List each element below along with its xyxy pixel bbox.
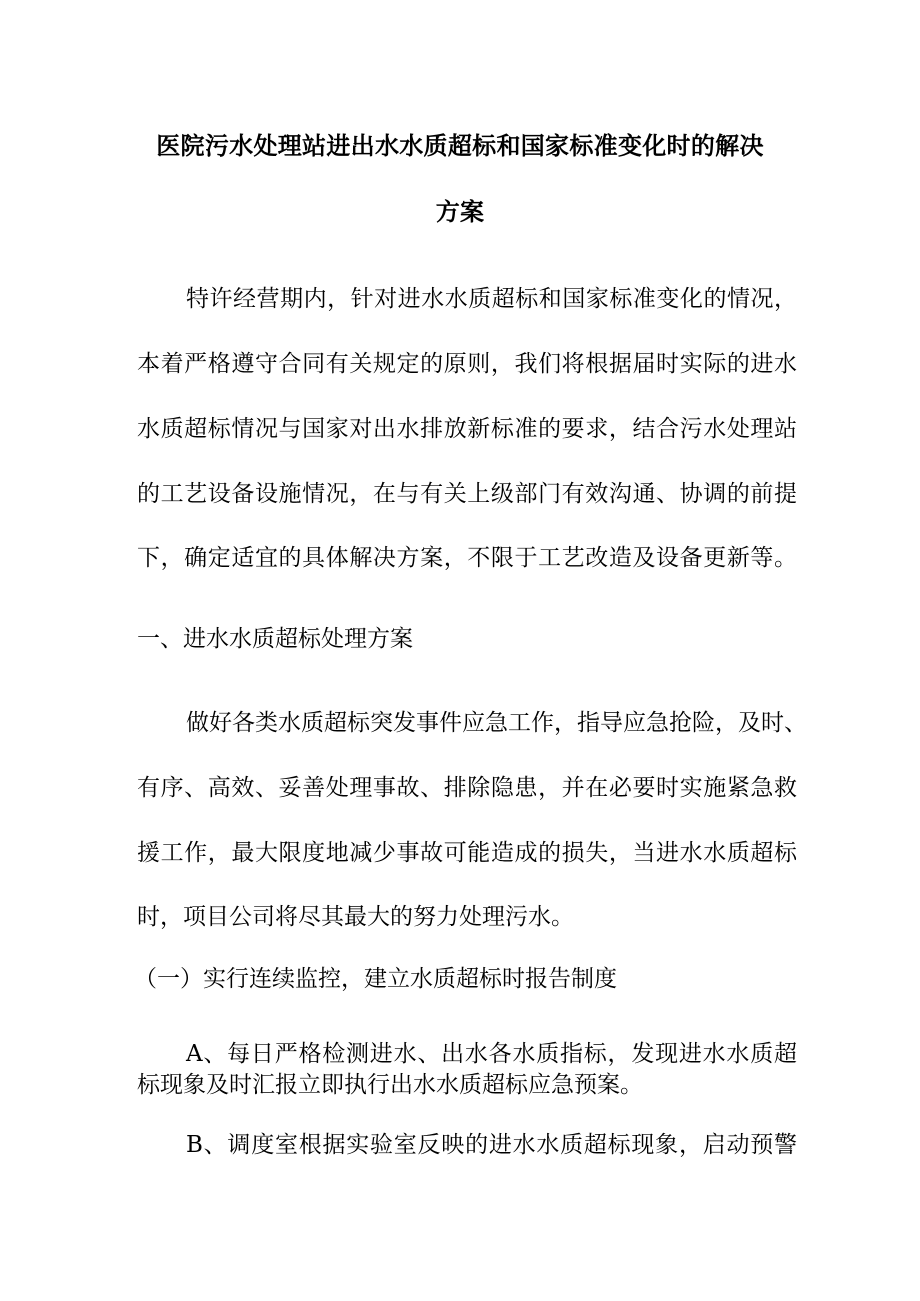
section-heading: 一、进水水质超标处理方案 — [137, 626, 413, 652]
section-paragraph-line: 做好各类水质超标突发事件应急工作，指导应急抢险，及时、 — [186, 710, 807, 736]
intro-paragraph-line: 特许经营期内，针对进水水质超标和国家标准变化的情况， — [186, 286, 797, 312]
subsection-heading: （一）实行连续监控，建立水质超标时报告制度 — [134, 966, 617, 992]
document-title-line-1: 医院污水处理站进出水水质超标和国家标准变化时的解决 — [156, 131, 764, 160]
intro-paragraph-line: 的工艺设备设施情况，在与有关上级部门有效沟通、协调的前提 — [137, 481, 797, 507]
intro-paragraph-line: 水质超标情况与国家对出水排放新标准的要求，结合污水处理站 — [137, 416, 797, 442]
intro-paragraph-line: 本着严格遵守合同有关规定的原则，我们将根据届时实际的进水 — [137, 351, 797, 377]
item-b-line: B、调度室根据实验室反映的进水水质超标现象，启动预警 — [186, 1132, 797, 1158]
section-paragraph-line: 有序、高效、妥善处理事故、排除隐患，并在必要时实施紧急救 — [137, 775, 797, 801]
section-paragraph-line: 援工作，最大限度地减少事故可能造成的损失，当进水水质超标 — [137, 840, 797, 866]
section-paragraph-line: 时，项目公司将尽其最大的努力处理污水。 — [137, 904, 574, 930]
intro-paragraph-line: 下，确定适宜的具体解决方案，不限于工艺改造及设备更新等。 — [137, 545, 797, 571]
item-a-line: A、每日严格检测进水、出水各水质指标，发现进水水质超 — [186, 1041, 797, 1067]
document-title-line-2: 方案 — [435, 197, 485, 226]
item-a-line: 标现象及时汇报立即执行出水水质超标应急预案。 — [137, 1072, 643, 1098]
